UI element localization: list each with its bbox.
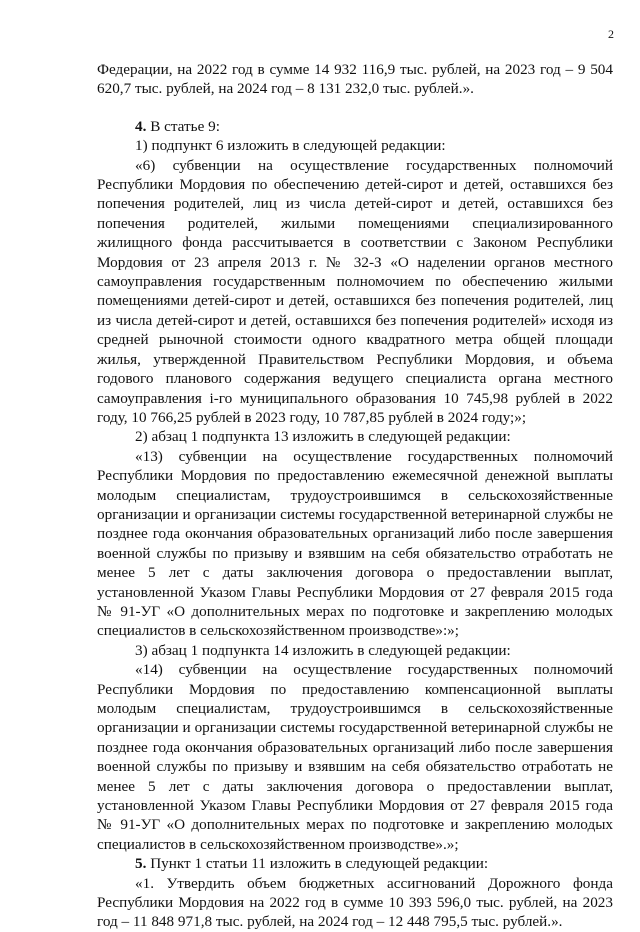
paragraph-item-2: 2) абзац 1 подпункта 13 изложить в следующей редакции: — [135, 428, 511, 446]
page-number: 2 — [608, 27, 614, 41]
paragraph-road-fund: «1. Утвердить объем бюджетных ассигнований Дорожного фонда Республики Мордовия на 2022 год в сумме 10 393 596,0 тыс. рублей, на 2023 год – 11 848 971,8 тыс. рублей, на 2024 год – 12 448 795,5 тыс. рублей.». — [97, 874, 613, 931]
paragraph-item-1: 1) подпункт 6 изложить в следующей редакции: — [135, 137, 446, 155]
section-title: Пункт 1 статьи 11 изложить в следующей редакции: — [146, 855, 489, 873]
section-number: 5. — [135, 855, 147, 873]
paragraph-federation-amounts: Федерации, на 2022 год в сумме 14 932 116,9 тыс. рублей, на 2023 год – 9 504 620,7 тыс. рублей, на 2024 год – 8 131 232,0 тыс. рублей.». — [97, 61, 613, 98]
section-title: В статье 9: — [146, 117, 220, 135]
section-number: 4. — [135, 117, 147, 135]
paragraph-subitem-6: «6) субвенции на осуществление государственных полномочий Республики Мордовия по обеспечению детей-сирот и детей, оставшихся без попечения родителей, лиц из числа детей-сирот и детей, оставшихся без попечения родителей, жилыми помещениями специализированного жилищного фонда рассчитывается в соответствии с Законом Республики Мордовия от 23 апреля 2013 г. № 32-З «О наделении органов местного самоуправления государственным полномочием по обеспечению жилыми помещениями детей-сирот и детей, оставшихся без попечения родителей, лиц из числа детей-сирот и детей, оставшихся без попечения родителей» исходя из средней рыночной стоимости одного квадратного метра общей площади жилья, утвержденной Правительством Республики Мордовия, и объема годового планового содержания ведущего специалиста органа местного самоуправления i-го муниципального образования 10 745,98 рублей в 2022 году, 10 766,25 рублей в 2023 году, 10 787,85 рублей в 2024 году;»; — [97, 156, 613, 426]
section-heading-5 — [97, 854, 613, 873]
section-heading-4 — [97, 117, 613, 136]
paragraph-item-3: 3) абзац 1 подпункта 14 изложить в следующей редакции: — [135, 641, 511, 659]
document-body — [97, 60, 613, 932]
paragraph-subitem-13: «13) субвенции на осуществление государственных полномочий Республики Мордовия по предоставлению ежемесячной денежной выплаты молодым специалистам, трудоустроившимся в сельскохозяйственные организации и организации системы государственной ветеринарной службы не позднее года окончания образовательных организаций либо после завершения военной службы по призыву и взявшим на себя обязательство отработать не менее 5 лет с даты заключения договора о предоставлении выплат, установленной Указом Главы Республики Мордовия от 27 февраля 2015 года № 91-УГ «О дополнительных мерах по подготовке и закреплению молодых специалистов в сельскохозяйственном производстве»:»; — [97, 447, 613, 640]
paragraph-subitem-14: «14) субвенции на осуществление государственных полномочий Республики Мордовия по предоставлению компенсационной выплаты молодым специалистам, трудоустроившимся в сельскохозяйственные организации и организации системы государственной ветеринарной службы не позднее года окончания образовательных организаций либо после завершения военной службы по призыву и взявшим на себя обязательство отработать не менее 5 лет с даты заключения договора о предоставлении выплат, установленной Указом Главы Республики Мордовия от 27 февраля 2015 года № 91-УГ «О дополнительных мерах по подготовке и закреплению молодых специалистов в сельскохозяйственном производстве».»; — [97, 661, 613, 853]
